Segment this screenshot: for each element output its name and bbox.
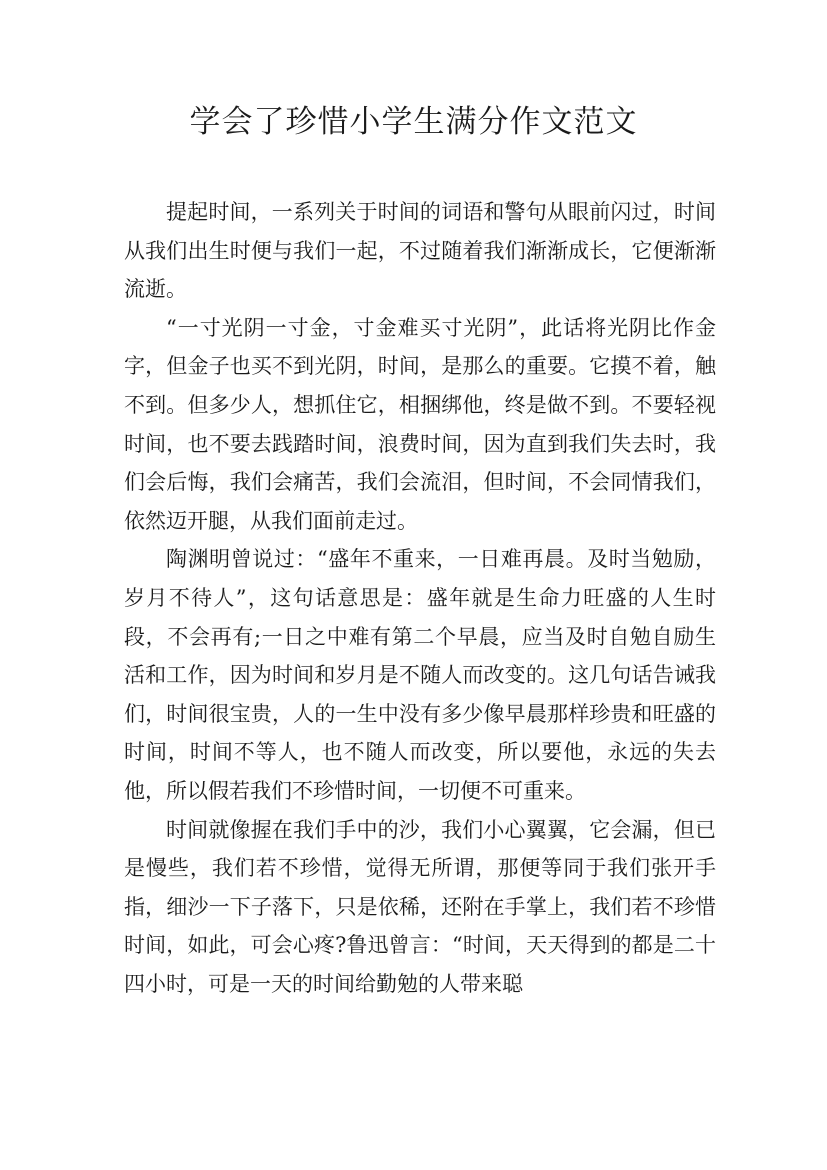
paragraph: 时间就像握在我们手中的沙，我们小心翼翼，它会漏，但已是慢些，我们若不珍惜，觉得无所谓，那便等同于我们张开手指，细沙一下子落下，只是依稀，还附在手掌上，我们若不珍惜时间，如此，可会心疼?鲁迅曾言：“时间，天天得到的都是二十四小时，可是一天的时间给勤勉的人带来聪: [124, 817, 716, 996]
paragraph: “一寸光阴一寸金，寸金难买寸光阴”，此话将光阴比作金字，但金子也买不到光阴，时间，是那么的重要。它摸不着，触不到。但多少人，想抓住它，相捆绑他，终是做不到。不要轻视时间，也不要去践踏时间，浪费时间，因为直到我们失去时，我们会后悔，我们会痛苦，我们会流泪，但时间，不会同情我们，依然迈开腿，从我们面前走过。: [124, 315, 716, 533]
paragraph: 提起时间，一系列关于时间的词语和警句从眼前闪过，时间从我们出生时便与我们一起，不过随着我们渐渐成长，它便渐渐流逝。: [124, 200, 716, 302]
document-title: 学会了珍惜小学生满分作文范文: [189, 104, 638, 140]
document-body: [124, 193, 716, 1003]
paragraph: 陶渊明曾说过：“盛年不重来，一日难再晨。及时当勉励，岁月不待人”，这句话意思是：盛年就是生命力旺盛的人生时段，不会再有;一日之中难有第二个早晨，应当及时自勉自励生活和工作，因为时间和岁月是不随人而改变的。这几句话告诫我们，时间很宝贵，人的一生中没有多少像早晨那样珍贵和旺盛的时间，时间不等人，也不随人而改变，所以要他，永远的失去他，所以假若我们不珍惜时间，一切便不可重来。: [124, 547, 716, 803]
